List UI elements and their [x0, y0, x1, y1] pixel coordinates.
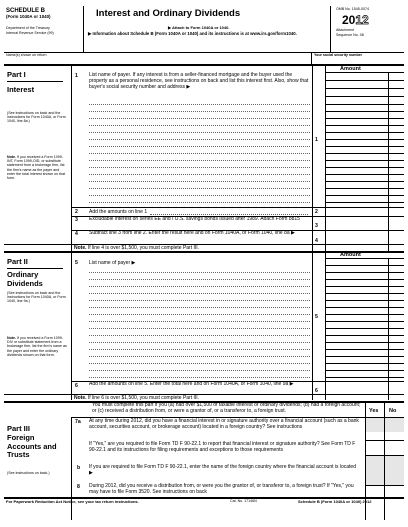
- part2-side-instructions: (See instructions on back and the instructions for Form 1040A, or Form 1040, line 9a.): [7, 291, 66, 304]
- names-label: Name(s) shown on return: [6, 53, 47, 57]
- q8-yes-checkbox[interactable]: [366, 486, 384, 496]
- payer-entry-row[interactable]: [89, 202, 310, 203]
- line3-number: 3: [75, 217, 78, 223]
- part1-title: Interest: [7, 85, 35, 94]
- line1-amount-input[interactable]: [326, 73, 387, 207]
- attachment-label: Attachment: [336, 28, 355, 32]
- payer-entry-row[interactable]: [89, 174, 310, 175]
- dept-line-1: Department of the Treasury: [6, 26, 50, 30]
- sequence-number: Sequence No. 08: [336, 33, 364, 37]
- yes-column-header: Yes: [369, 408, 379, 414]
- q7b-number: b: [77, 465, 81, 471]
- line3-amount-input[interactable]: [326, 217, 387, 230]
- line5-text: List name of payer ▶: [89, 260, 136, 266]
- line5-box-number: 5: [315, 314, 318, 320]
- payer-entry-row[interactable]: [89, 132, 310, 133]
- part2-note: Note. If line 6 is over $1,500, you must complete Part III.: [74, 395, 200, 401]
- payer-entry-row[interactable]: [89, 370, 310, 371]
- form-title: Interest and Ordinary Dividends: [96, 8, 241, 19]
- line2-text: Add the amounts on line 1: [89, 209, 148, 215]
- line4-amount-input[interactable]: [326, 231, 387, 244]
- q7a-sub-text: If "Yes," are you required to file Form TD F 90-22.1 to report that financial interest or signature authority? See Form TD F 90-22.1 and its instructions for filing requirements and exceptions to those requirements: [89, 441, 356, 453]
- attach-instruction: ▶ Attach to Form 1040A or 1040.: [168, 25, 230, 30]
- payer-entry-row[interactable]: [89, 300, 310, 301]
- payer-entry-row[interactable]: [89, 307, 310, 308]
- part1-note: Note. If line 4 is over $1,500, you must complete Part III.: [74, 245, 200, 251]
- payer-entry-row[interactable]: [89, 139, 310, 140]
- payer-entry-row[interactable]: [89, 279, 310, 280]
- q7a-sub-no-checkbox[interactable]: [385, 448, 404, 455]
- catalog-number: Cat. No. 17146N: [230, 499, 257, 503]
- line1-number: 1: [75, 73, 78, 79]
- line4-number: 4: [75, 231, 78, 237]
- part2-label: Part II: [7, 257, 28, 266]
- q7a-yes-checkbox[interactable]: [366, 432, 384, 440]
- payer-entry-row[interactable]: [89, 104, 310, 105]
- payer-entry-row[interactable]: [89, 342, 310, 343]
- line2-box-number: 2: [315, 209, 318, 215]
- paperwork-notice: For Paperwork Reduction Act Notice, see your tax return instructions.: [6, 499, 139, 504]
- line3-box-number: 3: [315, 223, 318, 229]
- line6-box-number: 6: [315, 388, 318, 394]
- part3-title: Part III: [7, 424, 30, 433]
- line4-box-number: 4: [315, 238, 318, 244]
- payer-entry-row[interactable]: [89, 314, 310, 315]
- payer-entry-row[interactable]: [89, 181, 310, 182]
- q8-number: 8: [77, 484, 80, 490]
- part1-amount-header: Amount: [340, 66, 361, 72]
- line2-amount-input[interactable]: [326, 208, 387, 216]
- q7a-number: 7a: [75, 419, 81, 425]
- part2-amount-header: Amount: [340, 252, 361, 258]
- payer-entry-row[interactable]: [89, 125, 310, 126]
- dept-line-2: Internal Revenue Service (99): [6, 31, 54, 35]
- q8-no-checkbox[interactable]: [385, 486, 404, 496]
- payer-entry-row[interactable]: [89, 188, 310, 189]
- line6-text: Add the amounts on line 5. Enter the total here and on Form 1040A, or Form 1040, line 9a ▶: [89, 381, 294, 387]
- form-footer-id: Schedule B (Form 1040A or 1040) 2012: [298, 499, 372, 504]
- q7a-text: At any time during 2012, did you have a financial interest in or signature authority over a financial account (such as a bank account, securities account, or brokerage account) located in a foreign country? See instructions: [89, 418, 359, 430]
- line3-text: Excludable interest on series EE and I U.S. savings bonds issued after 1989. Attach Form 8815: [89, 216, 300, 222]
- tax-year: 2012: [342, 13, 369, 27]
- payer-entry-row[interactable]: [89, 146, 310, 147]
- line6-number: 6: [75, 383, 78, 389]
- payer-entry-row[interactable]: [89, 377, 310, 378]
- line4-text: Subtract line 3 from line 2. Enter the result here and on Form 1040A, or Form 1040, line 8a ▶: [89, 230, 295, 236]
- payer-entry-row[interactable]: [89, 328, 310, 329]
- part2-title: Ordinary Dividends: [7, 270, 43, 288]
- payer-entry-row[interactable]: [89, 167, 310, 168]
- no-column-header: No: [389, 408, 397, 414]
- payer-entry-row[interactable]: [89, 335, 310, 336]
- line2-number: 2: [75, 209, 78, 215]
- payer-entry-row[interactable]: [89, 195, 310, 196]
- q7a-no-checkbox[interactable]: [385, 432, 404, 440]
- payer-entry-row[interactable]: [89, 356, 310, 357]
- ssn-label: Your social security number: [314, 53, 363, 57]
- part1-label: Part I: [7, 70, 26, 79]
- q7a-sub-yes-checkbox[interactable]: [366, 448, 384, 455]
- payer-entry-row[interactable]: [89, 286, 310, 287]
- omb-number: OMB No. 1545-0074: [336, 7, 369, 11]
- payer-entry-row[interactable]: [89, 321, 310, 322]
- payer-entry-row[interactable]: [89, 272, 310, 273]
- payer-entry-row[interactable]: [89, 118, 310, 119]
- line1-box-number: 1: [315, 137, 318, 143]
- part2-side-note: Note. If you received a Form 1099-DIV or substitute statement from a brokerage firm, list the firm's name as the payer and enter the ordinary dividends shown on that form.: [7, 336, 67, 357]
- part1-side-instructions: (See instructions on back and the instructions for Form 1040A, or Form 1040, line 8a.): [7, 111, 66, 124]
- payer-entry-row[interactable]: [89, 160, 310, 161]
- payer-entry-row[interactable]: [89, 363, 310, 364]
- foreign-country-input[interactable]: [245, 471, 360, 477]
- info-instruction: ▶ Information about Schedule B (Form 1040A or 1040) and its instructions is at www.irs.gov/form1040.: [88, 31, 297, 36]
- line5-number: 5: [75, 260, 78, 266]
- part3-side-note: (See instructions on back.): [7, 471, 50, 475]
- form-ref: (Form 1040A or 1040): [6, 14, 51, 19]
- line6-amount-input[interactable]: [326, 382, 387, 394]
- schedule-label: SCHEDULE B: [6, 8, 46, 14]
- line5-amount-input[interactable]: [326, 259, 387, 381]
- payer-entry-row[interactable]: [89, 349, 310, 350]
- q8-text: During 2012, did you receive a distribution from, or were you the grantor of, or transferor to, a foreign trust? If "Yes," you may have to file Form 3520. See instructions on back: [89, 483, 354, 495]
- part3-intro: You must complete this part if you (a) had over $1,500 of taxable interest or ordinary dividends; (b) had a foreign account; or (c) received a distribution from, or were a grantor of, or a transferor to, a foreign trust.: [92, 402, 361, 414]
- line1-text: List name of payer. If any interest is from a seller-financed mortgage and the buyer used the property as a personal residence, see instructions on back and list this interest first. Also, show that buyer's social security number and address ▶: [89, 72, 309, 90]
- part1-side-note: Note. If you received a Form 1099-INT, Form 1099-OID, or substitute statement from a brokerage firm, list the firm's name as the payer and enter the total interest shown on that form.: [7, 155, 66, 181]
- q7b-text: If you are required to file Form TD F 90-22.1, enter the name of the foreign country where the financial account is located ▶: [89, 464, 356, 476]
- payer-entry-row[interactable]: [89, 111, 310, 112]
- part3-name: Foreign Accounts and Trusts: [7, 433, 57, 460]
- payer-entry-row[interactable]: [89, 293, 310, 294]
- payer-entry-row[interactable]: [89, 153, 310, 154]
